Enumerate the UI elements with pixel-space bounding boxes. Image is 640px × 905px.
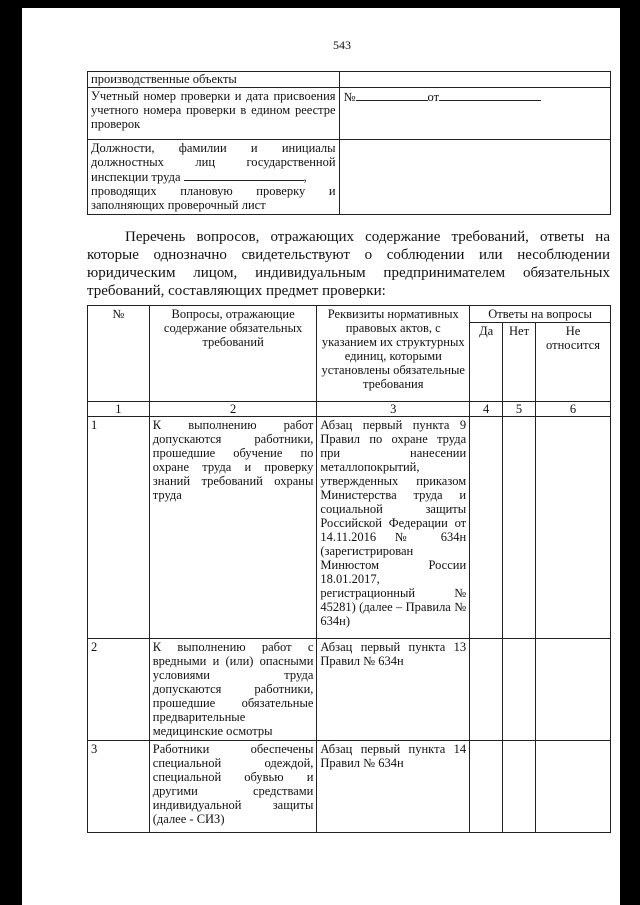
production-objects-value bbox=[339, 72, 610, 88]
production-objects-label: производственные объекты bbox=[88, 72, 340, 88]
answer-no-cell[interactable] bbox=[503, 417, 536, 639]
answer-yes-cell[interactable] bbox=[470, 639, 503, 741]
row-question: Работники обеспечены специальной одеждой, специальной обувью и другими средствами индивидуальной защиты (далее - СИЗ) bbox=[149, 741, 317, 833]
intro-line: юридическим лицом, индивидуальным предпринимателем обязательных bbox=[87, 265, 610, 281]
inspectors-line: инспекции труда , bbox=[91, 170, 307, 184]
intro-line: которые однозначно свидетельствуют о соблюдении или несоблюдении bbox=[87, 247, 610, 263]
answer-yes-cell[interactable] bbox=[470, 741, 503, 833]
answer-no-cell[interactable] bbox=[503, 741, 536, 833]
answer-na-cell[interactable] bbox=[536, 741, 611, 833]
answer-na-cell[interactable] bbox=[536, 639, 611, 741]
column-number: 5 bbox=[503, 402, 536, 417]
header-num: № bbox=[88, 306, 150, 402]
header-requisites: Реквизиты нормативных правовых актов, с указанием их структурных единиц, которыми установлены обязательные требования bbox=[317, 306, 470, 402]
column-number: 2 bbox=[149, 402, 317, 417]
header-na: Не относится bbox=[536, 323, 611, 402]
header-no: Нет bbox=[503, 323, 536, 402]
checklist-table bbox=[87, 305, 611, 833]
inspection-info-table bbox=[87, 71, 611, 215]
number-sign: № bbox=[343, 90, 356, 104]
inspection-number-label: Учетный номер проверки и дата присвоения учетного номера проверки в едином реестре проверок bbox=[88, 88, 340, 140]
header-answers: Ответы на вопросы bbox=[470, 306, 611, 323]
inspectors-line: заполняющих проверочный лист bbox=[91, 198, 266, 212]
row-requisites: Абзац первый пункта 9 Правил по охране труда при нанесении металлопокрытий, утвержденных приказом Министерства труда и социальной защиты Российской Федерации от 14.11.2016 № 634н (зарегистрирован Минюстом России 18.01.2017, регистрационный № 45281) (далее – Правила № 634н) bbox=[317, 417, 470, 639]
inspectors-line: Должности, фамилии и инициалы bbox=[91, 141, 336, 155]
inspectors-line: должностных лиц государственной bbox=[91, 155, 336, 169]
from-label: от bbox=[427, 90, 440, 104]
header-yes: Да bbox=[470, 323, 503, 402]
row-question: К выполнению работ с вредными и (или) опасными условиями труда допускаются работники, прошедшие обязательные предварительные медицинские осмотры bbox=[149, 639, 317, 741]
row-number: 1 bbox=[88, 417, 150, 639]
table-row bbox=[88, 417, 611, 639]
column-number: 6 bbox=[536, 402, 611, 417]
row-number: 2 bbox=[88, 639, 150, 741]
inspection-number-value bbox=[339, 88, 610, 140]
document-page bbox=[22, 8, 620, 905]
row-number: 3 bbox=[88, 741, 150, 833]
row-requisites: Абзац первый пункта 13 Правил № 634н bbox=[317, 639, 470, 741]
row-question: К выполнению работ допускаются работники, прошедшие обучение по охране труда и проверку знаний требований охраны труда bbox=[149, 417, 317, 639]
table-row bbox=[88, 741, 611, 833]
page-number: 543 bbox=[333, 38, 351, 52]
intro-line: требований, составляющих предмет проверки: bbox=[87, 283, 386, 299]
answer-no-cell[interactable] bbox=[503, 639, 536, 741]
intro-line: Перечень вопросов, отражающих содержание требований, ответы на bbox=[125, 229, 610, 245]
answer-yes-cell[interactable] bbox=[470, 417, 503, 639]
header-questions: Вопросы, отражающие содержание обязательных требований bbox=[149, 306, 317, 402]
row-requisites: Абзац первый пункта 14 Правил № 634н bbox=[317, 741, 470, 833]
inspectors-value bbox=[339, 140, 610, 215]
column-number: 4 bbox=[470, 402, 503, 417]
intro-paragraph bbox=[87, 228, 610, 300]
answer-na-cell[interactable] bbox=[536, 417, 611, 639]
column-number: 3 bbox=[317, 402, 470, 417]
column-number: 1 bbox=[88, 402, 150, 417]
table-row bbox=[88, 639, 611, 741]
inspectors-line: проводящих плановую проверку и bbox=[91, 184, 336, 198]
inspectors-label bbox=[88, 140, 340, 215]
